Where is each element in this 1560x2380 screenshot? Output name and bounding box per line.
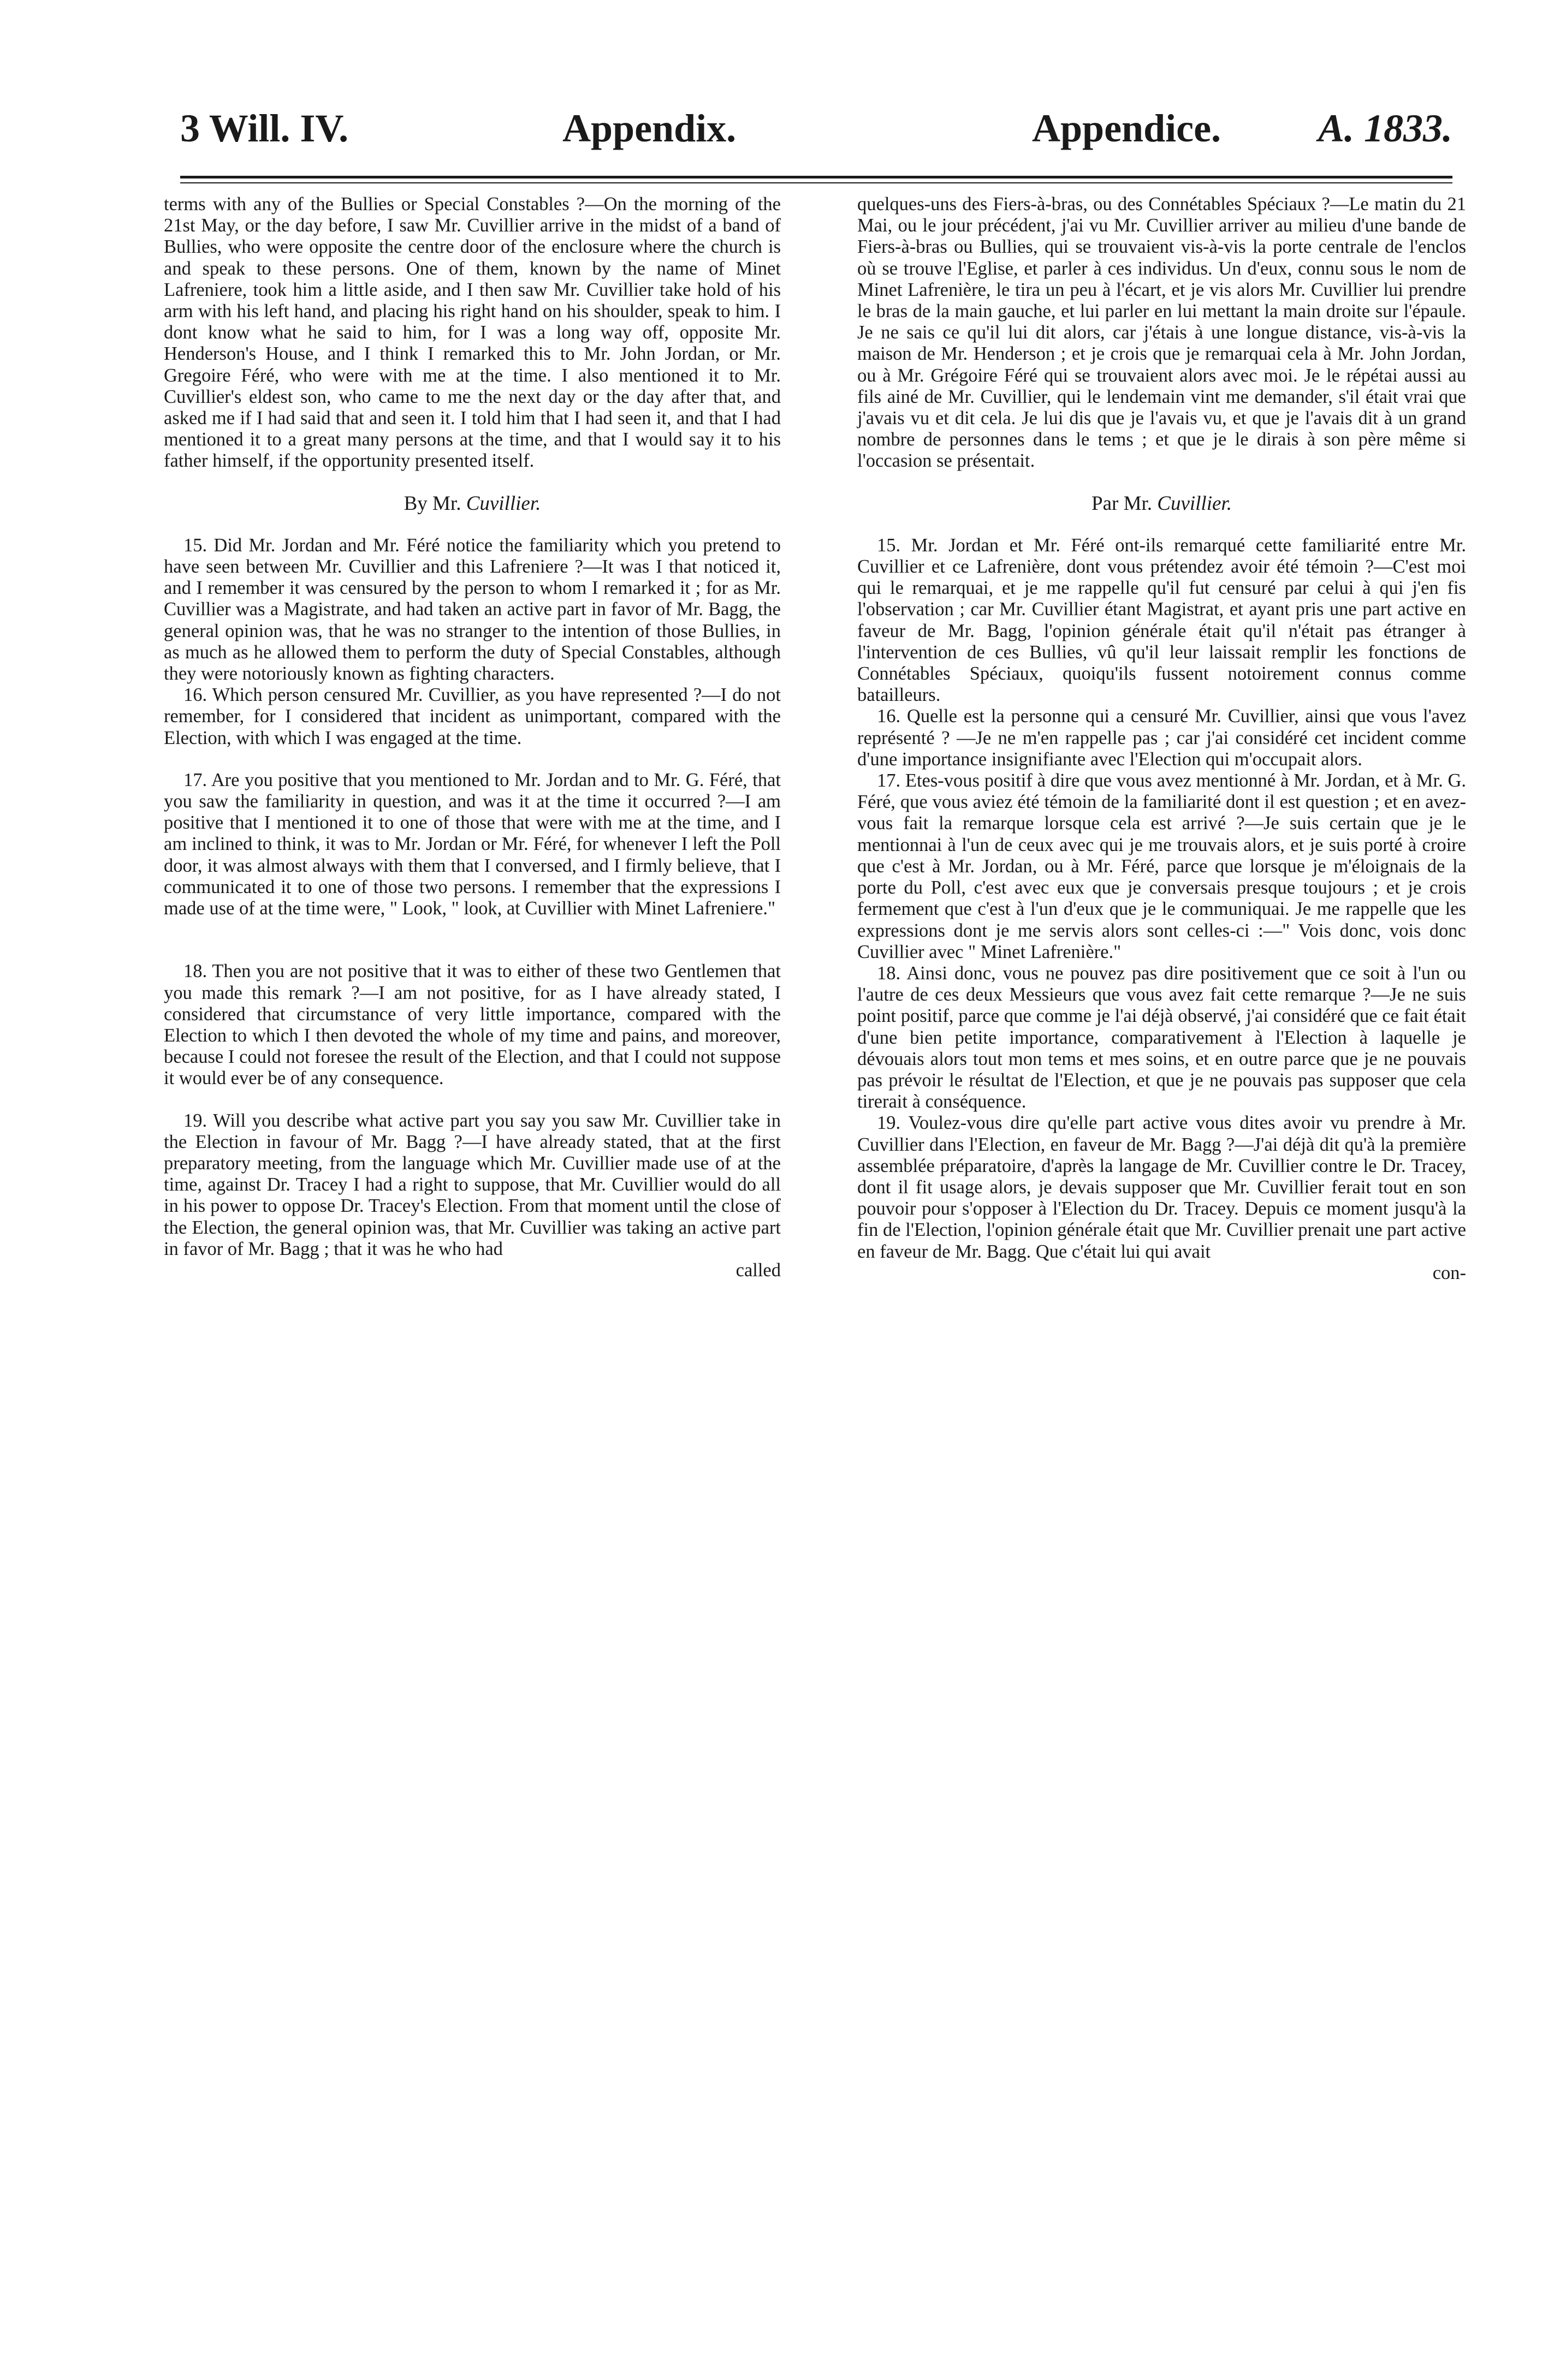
appendix-label-french: Appendice. xyxy=(1032,106,1221,150)
session-reference: 3 Will. IV. xyxy=(180,106,349,150)
header-rule-thin xyxy=(180,182,1452,183)
heading-by: By Mr. xyxy=(404,492,461,515)
question-16: 16. Quelle est la personne qui a censuré Mr. Cuvillier, ainsi que vous l'avez représenté ? —Je ne m'en rappelle pas ; car j'ai considéré cet incident comme d'une importance insignifiante avec l'Election qui m'occupait alors. xyxy=(857,706,1466,770)
question-15: 15. Mr. Jordan et Mr. Féré ont-ils remarqué cette familiarité entre Mr. Cuvillier et ce Lafrenière, dont vous prétendez avoir été témoin ?—C'est moi qui le remarquai, et je me rappelle qu'il fut censuré par celui à qui j'en fis l'observation ; car Mr. Cuvillier étant Magistrat, et ayant pris une part active en faveur de Mr. Bagg, l'opinion générale était qu'il n'était pas étranger à l'intervention de ces Bullies, vû qu'il leur laissait remplir les fonctions de Connétables Spéciaux, quoiqu'ils fussent notoirement connus comme batailleurs. xyxy=(857,534,1466,706)
french-column xyxy=(857,194,1466,2323)
question-18: 18. Ainsi donc, vous ne pouvez pas dire positivement que ce soit à l'un ou l'autre de ces deux Messieurs que vous avez fait cette remarque ?—Je ne suis point positif, parce que comme je l'ai déjà observé, j'ai considéré que ce fait était d'une bien petite importance, comparativement à l'Election à laquelle je dévouais alors tout mon tems et mes soins, et en outre parce que je ne pouvais pas prévoir le résultat de l'Election, et que je ne pouvais pas supposer que cela tirerait à conséquence. xyxy=(857,962,1466,1112)
paragraph-intro: quelques-uns des Fiers-à-bras, ou des Connétables Spéciaux ?—Le matin du 21 Mai, ou le jour précédent, j'ai vu Mr. Cuvillier arriver au milieu d'une bande de Fiers-à-bras ou Bullies, qui se trouvaient vis-à-vis la porte centrale de l'enclos où se trouve l'Eglise, et parler à ces individus. Un d'eux, connu sous le nom de Minet Lafrenière, le tira un peu à l'écart, et je vis alors Mr. Cuvillier lui prendre le bras de la main gauche, et lui parler en lui mettant la main droite sur l'épaule. Je ne sais ce qu'il lui dit alors, car j'étais à une longue distance, vis-à-vis la maison de Mr. Henderson ; et je crois que je remarquai cela à Mr. John Jordan, ou à Mr. Grégoire Féré qui se trouvaient alors avec moi. Je le répétai aussi au fils ainé de Mr. Cuvillier, qui le lendemain vint me demander, s'il était vrai que j'avais vu et dit cela. Je lui dis que je l'avais vu, et que je l'avais dit à un grand nombre de personnes dans le tems ; et que je le dirais à son père même si l'occasion se présentait. xyxy=(857,194,1466,472)
heading-by: Par Mr. xyxy=(1092,492,1153,515)
question-19: 19. Voulez-vous dire qu'elle part active vous dites avoir vu prendre à Mr. Cuvillier dans l'Election, en faveur de Mr. Bagg ?—J'ai déjà dit qu'à la première assemblée préparatoire, d'après la langage de Mr. Cuvillier contre le Dr. Tracey, dont il fit usage alors, je devais supposer que Mr. Cuvillier ferait tout en son pouvoir pour s'opposer à l'Election du Dr. Tracey. Depuis ce moment jusqu'à la fin de l'Election, l'opinion générale était que Mr. Cuvillier prenait une part active en faveur de Mr. Bagg. Que c'était lui qui avait xyxy=(857,1112,1466,1262)
section-heading xyxy=(857,493,1466,514)
question-15: 15. Did Mr. Jordan and Mr. Féré notice the familiarity which you pretend to have seen between Mr. Cuvillier and this Lafreniere ?—It was I that noticed it, and I remember it was censured by the person to whom I remarked it ; for as Mr. Cuvillier was a Magistrate, and had taken an active part in favor of Mr. Bagg, the general opinion was, that he was no stranger to the intention of those Bullies, in as much as he allowed them to perform the duty of Special Constables, although they were notoriously known as fighting characters. xyxy=(164,534,781,685)
page-header xyxy=(180,104,1452,153)
appendix-label-english: Appendix. xyxy=(562,106,737,150)
header-rule-thick xyxy=(180,176,1452,178)
section-heading xyxy=(164,493,781,514)
catchword: con- xyxy=(1432,1262,1466,1283)
question-17: 17. Etes-vous positif à dire que vous avez mentionné à Mr. Jordan, et à Mr. G. Féré, que vous aviez été témoin de la familiarité dont il est question ; et en avez-vous fait la remarque lorsque cela est arrivé ?—Je suis certain que je le mentionnai à l'un de ceux avec qui je me trouvais alors, et je suis porté à croire que c'est à Mr. Jordan, ou à Mr. Féré, parce que lorsque je m'éloignais de la porte du Poll, c'est avec eux que je conversais presque toujours ; et je crois fermement que c'est à l'un d'eux que je le communiquai. Je me rappelle que les expressions dont je me servis alors sont celles-ci :—" Vois donc, vois donc Cuvillier avec " Minet Lafrenière." xyxy=(857,770,1466,962)
catchword: called xyxy=(735,1259,781,1281)
english-column xyxy=(164,194,781,2323)
question-17: 17. Are you positive that you mentioned to Mr. Jordan and to Mr. G. Féré, that you saw the familiarity in question, and was it at the time it occurred ?—I am positive that I mentioned it to one of those that were with me at the time, and I am inclined to think, it was to Mr. Jordan or Mr. Féré, for whenever I left the Poll door, it was almost always with them that I conversed, and I firmly believe, that I communicated it to one of those two persons. I remember that the expressions I made use of at the time were, " Look, " look, at Cuvillier with Minet Lafreniere." xyxy=(164,769,781,919)
paragraph-intro: terms with any of the Bullies or Special Constables ?—On the morning of the 21st May, or the day before, I saw Mr. Cuvillier arrive in the midst of a band of Bullies, who were opposite the centre door of the enclosure where the church is and speak to these persons. One of them, known by the name of Minet Lafreniere, took him a little aside, and I then saw Mr. Cuvillier take hold of his arm with his left hand, and placing his right hand on his shoulder, speak to him. I dont know what he said to him, for I was a long way off, opposite Mr. Henderson's House, and I think I remarked this to Mr. John Jordan, or Mr. Gregoire Féré, who were with me at the time. I also mentioned it to Mr. Cuvillier's eldest son, who came to me the next day or the day after that, and asked me if I had said that and seen it. I told him that I had seen it, and that I had mentioned it to a great many persons at the time, and that I would say it to his father himself, if the opportunity presented itself. xyxy=(164,194,781,472)
heading-name: Cuvillier. xyxy=(466,492,541,515)
question-16: 16. Which person censured Mr. Cuvillier, as you have represented ?—I do not remember, for I considered that incident as unimportant, compared with the Election, with which I was engaged at the time. xyxy=(164,685,781,748)
heading-name: Cuvillier. xyxy=(1157,492,1232,515)
question-18: 18. Then you are not positive that it was to either of these two Gentlemen that you made this remark ?—I am not positive, for as I have already stated, I considered that circumstance of very little importance, compared with the Election to which I then devoted the whole of my time and pains, and moreover, because I could not foresee the result of the Election, and that I could not suppose it would ever be of any consequence. xyxy=(164,961,781,1089)
year-label: A. 1833. xyxy=(1318,106,1452,150)
question-19: 19. Will you describe what active part you say you saw Mr. Cuvillier take in the Election in favour of Mr. Bagg ?—I have already stated, that at the first preparatory meeting, from the language which Mr. Cuvillier made use of at the time, against Dr. Tracey I had a right to suppose, that Mr. Cuvillier would do all in his power to oppose Dr. Tracey's Election. From that moment until the close of the Election, the general opinion was, that Mr. Cuvillier was taking an active part in favor of Mr. Bagg ; that it was he who had xyxy=(164,1110,781,1259)
